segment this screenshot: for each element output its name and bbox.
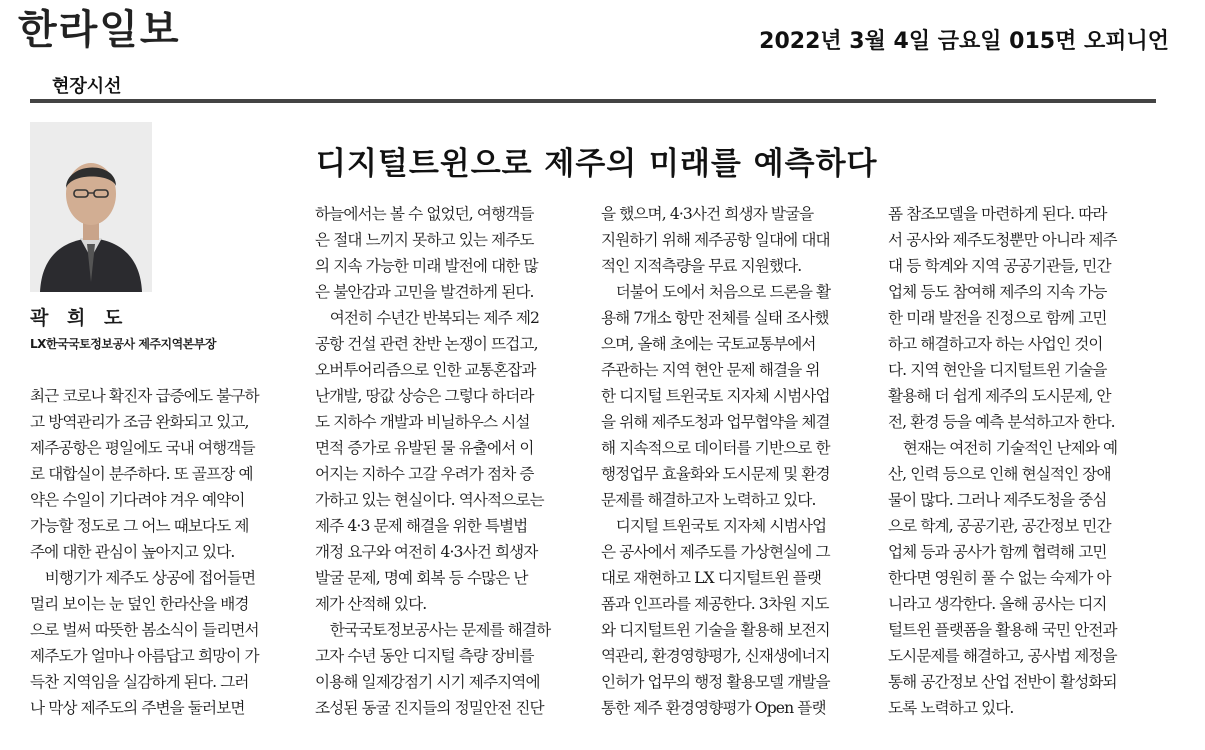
article-line: 통해 공간정보 산업 전반이 활성화되 bbox=[888, 673, 1117, 691]
article-line: 공항 건설 관련 찬반 논쟁이 뜨겁고, bbox=[315, 335, 538, 353]
article-line: 로 대합실이 분주하다. 또 골프장 예 bbox=[30, 465, 253, 483]
article-line: 역관리, 환경영향평가, 신재생에너지 bbox=[601, 647, 830, 665]
article-line: 산, 인력 등으로 인해 현실적인 장애 bbox=[888, 465, 1111, 483]
article-line: 면적 증가로 유발된 물 유출에서 이 bbox=[315, 439, 534, 457]
article-column-2 bbox=[315, 201, 583, 721]
article-line: 도록 노력하고 있다. bbox=[888, 699, 1014, 717]
article-line: 제주공항은 평일에도 국내 여행객들 bbox=[30, 439, 255, 457]
article-line: 디지털 트윈국토 지자체 시범사업 bbox=[601, 517, 827, 535]
article-line: 한 미래 발전을 진정으로 함께 고민 bbox=[888, 309, 1107, 327]
article-line: 활용해 더 쉽게 제주의 도시문제, 안 bbox=[888, 387, 1111, 405]
article-line: 이용해 일제강점기 시기 제주지역에 bbox=[315, 673, 540, 691]
article-line: 주에 대한 관심이 높아지고 있다. bbox=[30, 543, 235, 561]
article-line: 발굴 문제, 명예 회복 등 수많은 난 bbox=[315, 569, 528, 587]
article-line: 현재는 여전히 기술적인 난제와 예 bbox=[888, 439, 1118, 457]
article-line: 도시문제를 해결하고, 공사법 제정을 bbox=[888, 647, 1117, 665]
masthead-logo: 한라일보 bbox=[18, 7, 181, 53]
author-photo bbox=[30, 122, 152, 292]
article-line: 오버투어리즘으로 인한 교통혼잡과 bbox=[315, 361, 536, 379]
article-line: 고 방역관리가 조금 완화되고 있고, bbox=[30, 413, 249, 431]
article-line: 하고 해결하고자 하는 사업인 것이 bbox=[888, 335, 1103, 353]
article-line: 여전히 수년간 반복되는 제주 제2 bbox=[315, 309, 540, 327]
article-column-1 bbox=[30, 383, 298, 721]
author-name: 곽 희 도 bbox=[30, 307, 129, 329]
article-line: 통한 제주 환경영향평가 Open 플랫 bbox=[601, 699, 826, 717]
article-line: 폼 참조모델을 마련하게 된다. 따라 bbox=[888, 205, 1107, 223]
article-line: 더불어 도에서 처음으로 드론을 활 bbox=[601, 283, 831, 301]
article-headline: 디지털트윈으로 제주의 미래를 예측하다 bbox=[316, 146, 878, 182]
article-line: 주관하는 지역 현안 문제 해결을 위 bbox=[601, 361, 820, 379]
article-column-3 bbox=[601, 201, 869, 721]
article-line: 나 막상 제주도의 주변을 둘러보면 bbox=[30, 699, 245, 717]
article-line: 가하고 있는 현실이다. 역사적으로는 bbox=[315, 491, 544, 509]
author-title: LX한국국토정보공사 제주지역본부장 bbox=[30, 337, 216, 351]
article-line: 서 공사와 제주도청뿐만 아니라 제주 bbox=[888, 231, 1117, 249]
article-line: 개정 요구와 여전히 4·3사건 희생자 bbox=[315, 543, 538, 561]
article-line: 을 위해 제주도청과 업무협약을 체결 bbox=[601, 413, 830, 431]
article-line: 대 등 학계와 지역 공공기관들, 민간 bbox=[888, 257, 1111, 275]
article-line: 업체 등과 공사가 함께 협력해 고민 bbox=[888, 543, 1107, 561]
article-column-4 bbox=[888, 201, 1156, 721]
article-line: 제주도가 얼마나 아름답고 희망이 가 bbox=[30, 647, 259, 665]
article-line: 다. 지역 현안을 디지털트윈 기술을 bbox=[888, 361, 1107, 379]
article-line: 으며, 올해 초에는 국토교통부에서 bbox=[601, 335, 816, 353]
article-line: 한 디지털 트윈국토 지자체 시범사업 bbox=[601, 387, 830, 405]
article-line: 최근 코로나 확진자 급증에도 불구하 bbox=[30, 387, 259, 405]
article-line: 업체 등도 참여해 제주의 지속 가능 bbox=[888, 283, 1107, 301]
article-line: 지원하기 위해 제주공항 일대에 대대 bbox=[601, 231, 830, 249]
article-line: 으로 벌써 따뜻한 봄소식이 들리면서 bbox=[30, 621, 259, 639]
article-line: 어지는 지하수 고갈 우려가 점차 증 bbox=[315, 465, 534, 483]
section-label: 현장시선 bbox=[52, 76, 122, 97]
article-line: 을 했으며, 4·3사건 희생자 발굴을 bbox=[601, 205, 814, 223]
article-line: 인허가 업무의 행정 활용모델 개발을 bbox=[601, 673, 830, 691]
article-line: 용해 7개소 항만 전체를 실태 조사했 bbox=[601, 309, 829, 327]
article-line: 제가 산적해 있다. bbox=[315, 595, 427, 613]
article-line: 적인 지적측량을 무료 지원했다. bbox=[601, 257, 802, 275]
article-line: 비행기가 제주도 상공에 접어들면 bbox=[30, 569, 256, 587]
article-line: 멀리 보이는 눈 덮인 한라산을 배경 bbox=[30, 595, 249, 613]
article-line: 한다면 영원히 풀 수 없는 숙제가 아 bbox=[888, 569, 1111, 587]
dateline: 2022년 3월 4일 금요일 015면 오피니언 bbox=[759, 29, 1169, 54]
article-line: 약은 수일이 기다려야 겨우 예약이 bbox=[30, 491, 245, 509]
article-line: 하늘에서는 볼 수 없었던, 여행객들 bbox=[315, 205, 534, 223]
author-portrait-icon bbox=[30, 122, 152, 292]
article-line: 문제를 해결하고자 노력하고 있다. bbox=[601, 491, 816, 509]
article-line: 난개발, 땅값 상승은 그렇다 하더라 bbox=[315, 387, 534, 405]
header-rule bbox=[30, 99, 1156, 103]
article-line: 은 절대 느끼지 못하고 있는 제주도 bbox=[315, 231, 534, 249]
article-line: 니라고 생각한다. 올해 공사는 디지 bbox=[888, 595, 1107, 613]
article-line: 와 디지털트윈 기술을 활용해 보전지 bbox=[601, 621, 830, 639]
article-line: 득찬 지역임을 실감하게 된다. 그러 bbox=[30, 673, 249, 691]
article-line: 도 지하수 개발과 비닐하우스 시설 bbox=[315, 413, 530, 431]
article-line: 의 지속 가능한 미래 발전에 대한 많 bbox=[315, 257, 538, 275]
article-line: 고자 수년 동안 디지털 측량 장비를 bbox=[315, 647, 534, 665]
article-line: 으로 학계, 공공기관, 공간정보 민간 bbox=[888, 517, 1111, 535]
article-line: 은 불안감과 고민을 발견하게 된다. bbox=[315, 283, 534, 301]
article-line: 가능할 정도로 그 어느 때보다도 제 bbox=[30, 517, 249, 535]
article-line: 털트윈 플랫폼을 활용해 국민 안전과 bbox=[888, 621, 1117, 639]
article-line: 전, 환경 등을 예측 분석하고자 한다. bbox=[888, 413, 1115, 431]
article-line: 조성된 동굴 진지들의 정밀안전 진단 bbox=[315, 699, 544, 717]
article-line: 은 공사에서 제주도를 가상현실에 그 bbox=[601, 543, 830, 561]
article-line: 행정업무 효율화와 도시문제 및 환경 bbox=[601, 465, 830, 483]
article-line: 물이 많다. 그러나 제주도청을 중심 bbox=[888, 491, 1107, 509]
article-line: 대로 재현하고 LX 디지털트윈 플랫 bbox=[601, 569, 822, 587]
article-line: 해 지속적으로 데이터를 기반으로 한 bbox=[601, 439, 830, 457]
article-line: 한국국토정보공사는 문제를 해결하 bbox=[315, 621, 551, 639]
article-line: 제주 4·3 문제 해결을 위한 특별법 bbox=[315, 517, 528, 535]
article-line: 폼과 인프라를 제공한다. 3차원 지도 bbox=[601, 595, 829, 613]
